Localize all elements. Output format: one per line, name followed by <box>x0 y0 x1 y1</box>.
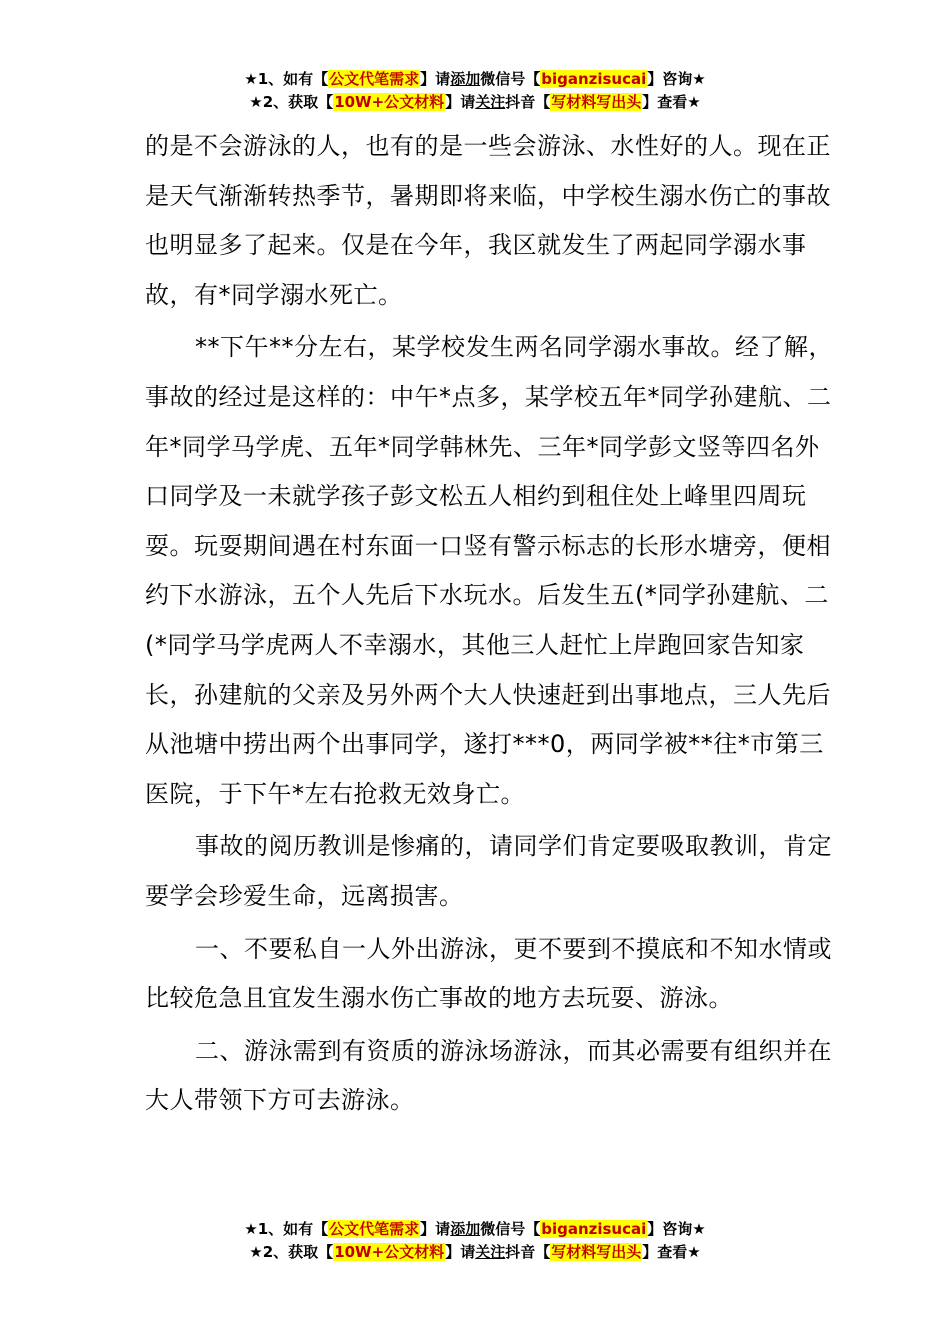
promo-line-2 <box>0 91 950 114</box>
promo-line-1 <box>0 1218 950 1241</box>
promo-text: 】请 <box>445 1243 476 1261</box>
paragraph-continued: 的是不会游泳的人，也有的是一些会游泳、水性好的人。现在正是天气渐渐转热季节，暑期即将来临，中学校生溺水伤亡的事故也明显多了起来。仅是在今年，我区就发生了两起同学溺水事故，有*同学溺水死亡。 <box>145 132 831 309</box>
promo-highlight: 公文代笔需求 <box>329 70 420 88</box>
promo-text: 抖音【 <box>505 93 551 111</box>
promo-highlight-wechat: biganzisucai <box>541 1220 647 1238</box>
promo-highlight-wechat: biganzisucai <box>541 70 647 88</box>
promo-highlight: 10W+公文材料 <box>334 93 445 111</box>
bottom-promo-banner <box>0 1218 950 1264</box>
promo-text: 】查看★ <box>642 1243 701 1261</box>
promo-text: ★2、获取【 <box>249 1243 334 1261</box>
promo-text: 】请 <box>445 93 476 111</box>
document-body <box>145 122 835 1126</box>
promo-underline: 关注 <box>475 93 506 111</box>
promo-text: 】查看★ <box>642 93 701 111</box>
paragraph-rule-1: 一、不要私自一人外出游泳，更不要到不摸底和不知水情或比较危急且宜发生溺水伤亡事故的地方去玩耍、游泳。 <box>145 934 832 1013</box>
promo-underline: 添加 <box>450 70 481 88</box>
promo-text: 微信号【 <box>480 70 541 88</box>
promo-highlight-douyin: 写材料写出头 <box>551 93 642 111</box>
top-promo-banner <box>0 68 950 114</box>
promo-text: 】咨询★ <box>647 1220 706 1238</box>
promo-line-2 <box>0 1241 950 1264</box>
promo-text: 微信号【 <box>480 1220 541 1238</box>
promo-text: ★1、如有【 <box>244 70 329 88</box>
promo-text: 抖音【 <box>505 1243 551 1261</box>
promo-underline: 关注 <box>475 1243 506 1261</box>
promo-highlight: 10W+公文材料 <box>334 1243 445 1261</box>
paragraph-rule-2: 二、游泳需到有资质的游泳场游泳，而其必需要有组织并在大人带领下方可去游泳。 <box>145 1036 832 1115</box>
promo-line-1 <box>0 68 950 91</box>
promo-highlight: 公文代笔需求 <box>329 1220 420 1238</box>
promo-underline: 添加 <box>450 1220 481 1238</box>
paragraph-lesson: 事故的阅历教训是惨痛的，请同学们肯定要吸取教训，肯定要学会珍爱生命，远离损害。 <box>145 832 832 910</box>
promo-text: 】请 <box>420 1220 451 1238</box>
promo-text: 】请 <box>420 70 451 88</box>
promo-text: 】咨询★ <box>647 70 706 88</box>
promo-text: ★2、获取【 <box>249 93 334 111</box>
promo-text: ★1、如有【 <box>244 1220 329 1238</box>
promo-highlight-douyin: 写材料写出头 <box>551 1243 642 1261</box>
paragraph-incident: **下午**分左右，某学校发生两名同学溺水事故。经了解，事故的经过是这样的：中午*点多，某学校五年*同学孙建航、二年*同学马学虎、五年*同学韩林先、三年*同学彭文竖等四名外口同学及一未就学孩子彭文松五人相约到租住处上峰里四周玩耍。玩耍期间遇在村东面一口竖有警示标志的长形水塘旁，便相约下水游泳，五个人先后下水玩水。后发生五(*同学孙建航、二(*同学马学虎两人不幸溺水，其他三人赶忙上岸跑回家告知家长，孙建航的父亲及另外两个大人快速赶到出事地点，三人先后从池塘中捞出两个出事同学，遂打***0，两同学被**往*市第三医院，于下午*左右抢救无效身亡。 <box>145 333 833 808</box>
